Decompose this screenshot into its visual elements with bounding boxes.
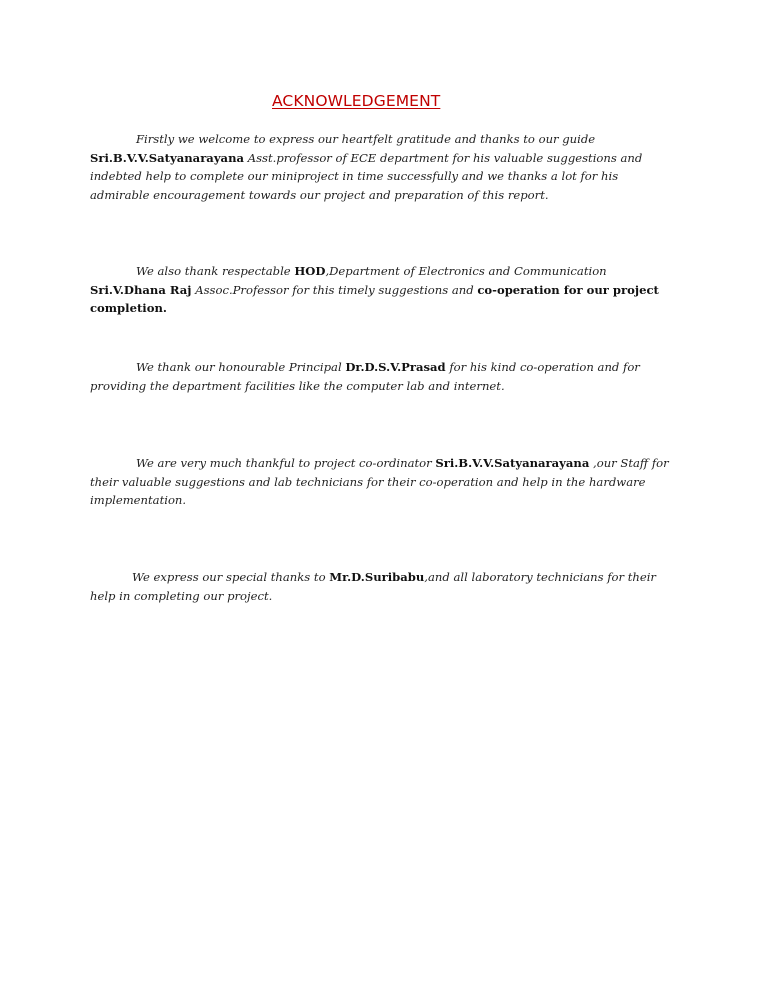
paragraph-text: We also thank respectable [136, 264, 295, 278]
paragraph-text: ,our Staff for their valuable suggestions and lab technicians for their co-operation and help in the hardware implementation. [90, 456, 669, 508]
paragraph-text: ,and all laboratory technicians for their help in completing our project. [90, 570, 656, 603]
paragraph-text: Asst.professor of ECE department for his valuable suggestions and indebted help to complete our miniproject in time successfully and we thanks a lot for his admirable encouragement towards our project and preparation of this report. [90, 150, 643, 202]
principal-name: Dr.D.S.V.Prasad [345, 360, 446, 374]
paragraph-guide-thanks [90, 130, 678, 204]
guide-name: Sri.B.V.V.Satyanarayana [90, 150, 245, 165]
page-title: ACKNOWLEDGEMENT [272, 92, 441, 110]
paragraph-principal-thanks [90, 358, 678, 395]
coordinator-name: Sri.B.V.V.Satyanarayana [435, 456, 590, 470]
technician-name: Mr.D.Suribabu [329, 570, 425, 584]
paragraph-text: We thank our honourable Principal [136, 360, 346, 374]
paragraph-special-thanks [90, 568, 678, 605]
paragraph-text: We are very much thankful to project co-ordinator [136, 456, 436, 470]
hod-label: HOD [294, 264, 326, 278]
paragraph-coordinator-thanks [90, 454, 678, 510]
paragraph-text: ,Department of Electronics and Communication [325, 264, 607, 278]
paragraph-text: Firstly we welcome to express our heartfelt gratitude and thanks to our guide [136, 132, 596, 146]
hod-name: Sri.V.Dhana Raj [90, 282, 192, 297]
paragraph-text: Assoc.Professor for this timely suggestions and [191, 282, 478, 297]
paragraph-text: We express our special thanks to [132, 570, 330, 584]
paragraph-hod-thanks [90, 262, 678, 318]
paragraph-text: for his kind co-operation and for providing the department facilities like the computer lab and internet. [90, 360, 640, 393]
paragraph-bold-text: co-operation for our project completion. [90, 282, 659, 316]
